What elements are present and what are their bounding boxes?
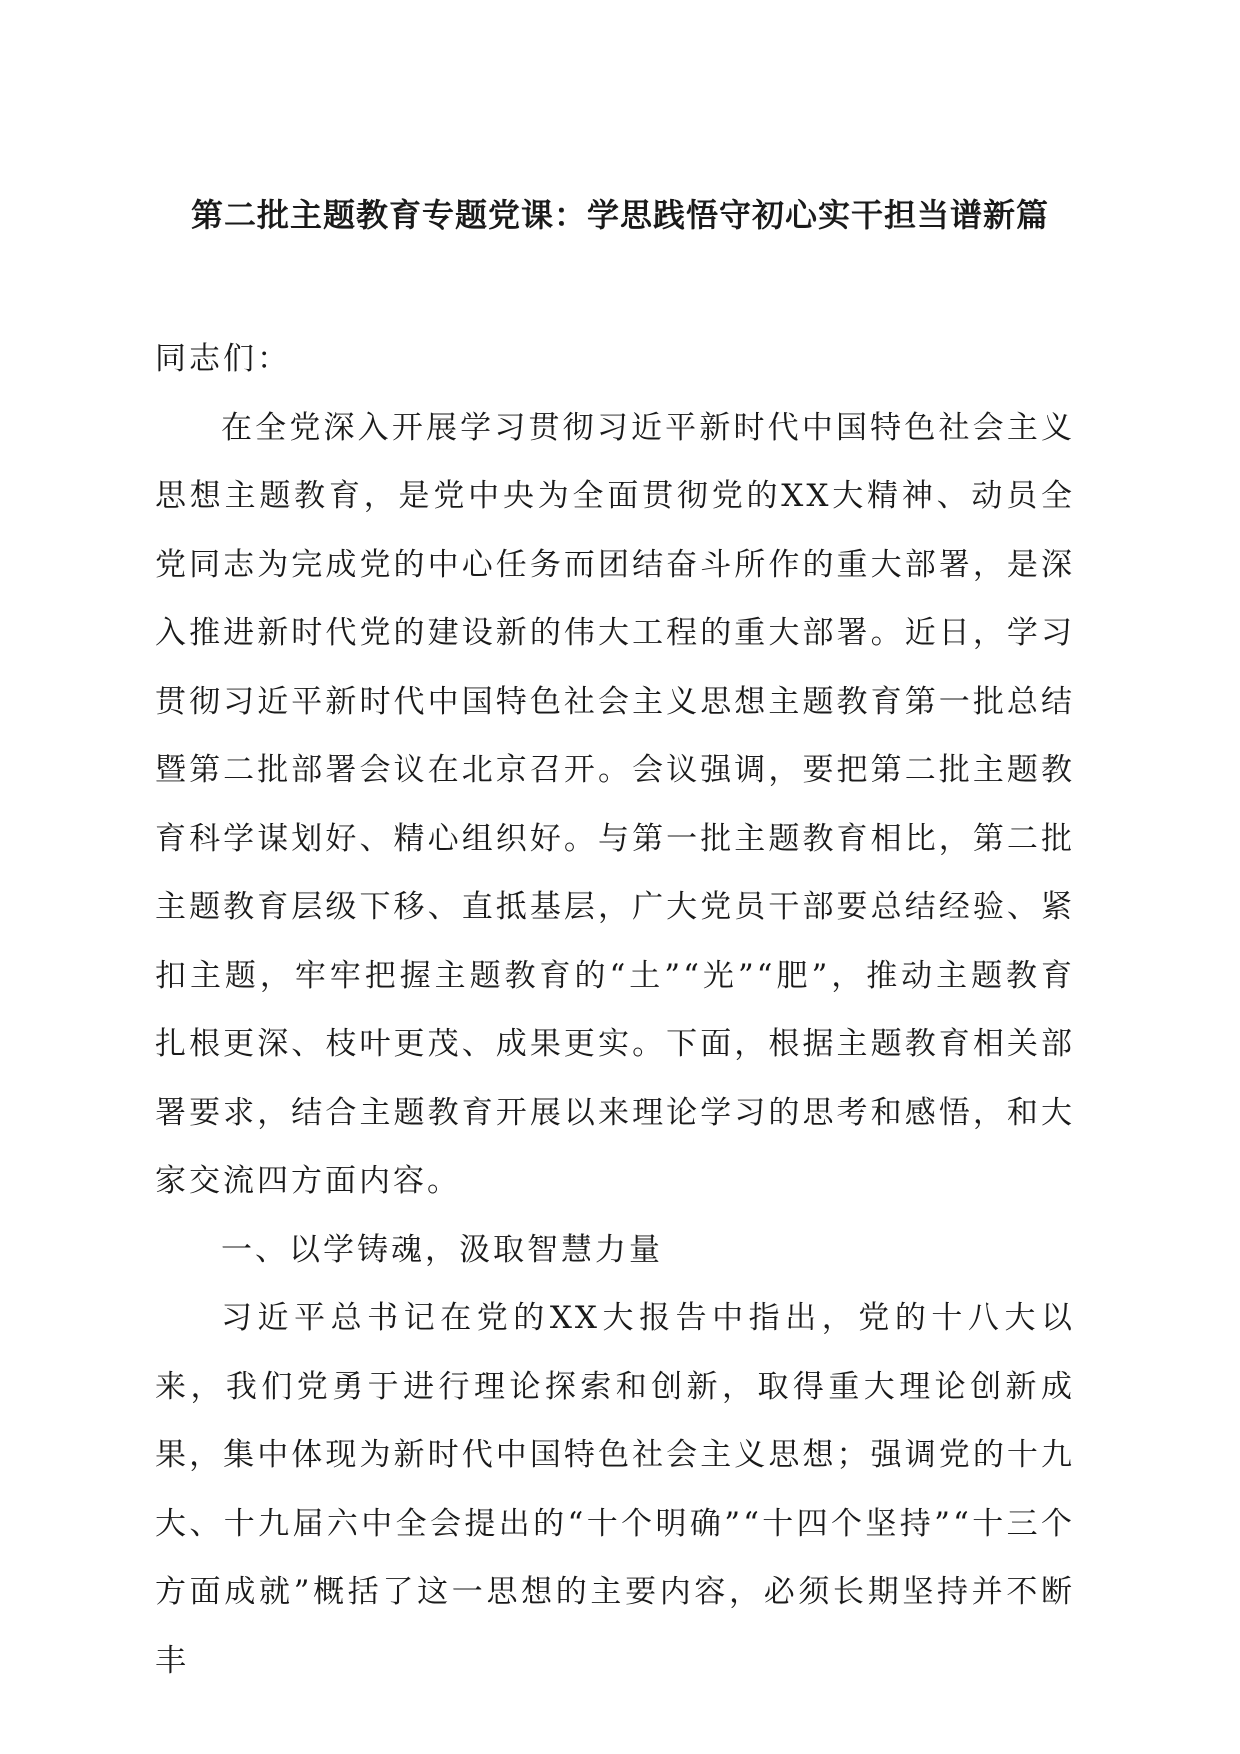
paragraph-intro: 在全党深入开展学习贯彻习近平新时代中国特色社会主义思想主题教育，是党中央为全面贯彻党的XX大精神、动员全党同志为完成党的中心任务而团结奋斗所作的重大部署，是深入推进新时代党的建设新的伟大工程的重大部署。近日，学习贯彻习近平新时代中国特色社会主义思想主题教育第一批总结暨第二批部署会议在北京召开。会议强调，要把第二批主题教育科学谋划好、精心组织好。与第一批主题教育相比，第二批主题教育层级下移、直抵基层，广大党员干部要总结经验、紧扣主题，牢牢把握主题教育的“土”“光”“肥”，推动主题教育扎根更深、枝叶更茂、成果更实。下面，根据主题教育相关部署要求，结合主题教育开展以来理论学习的思考和感悟，和大家交流四方面内容。: [155, 409, 1075, 1199]
paragraph-section-1: 习近平总书记在党的XX大报告中指出，党的十八大以来，我们党勇于进行理论探索和创新，取得重大理论创新成果，集中体现为新时代中国特色社会主义思想；强调党的十九大、十九届六中全会提出的“十个明确”“十四个坚持”“十三个方面成就”概括了这一思想的主要内容，必须长期坚持并不断丰: [155, 1300, 1075, 1679]
salutation: 同志们：: [155, 341, 291, 377]
section-heading-1: 一、以学铸魂，汲取智慧力量: [221, 1231, 663, 1268]
document-title: 第二批主题教育专题党课：学思践悟守初心实干担当谱新篇: [190, 196, 1049, 234]
document-body: [155, 325, 1075, 1695]
